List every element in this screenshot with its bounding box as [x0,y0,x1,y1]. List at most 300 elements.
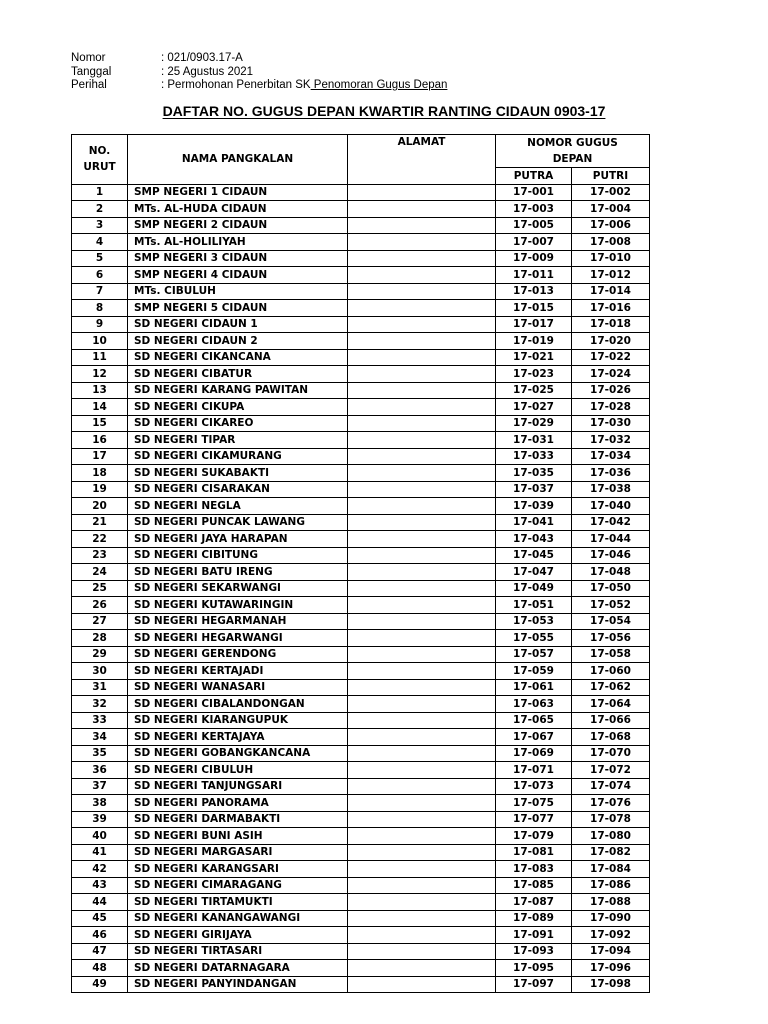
row-putri-number: 17-034 [572,448,650,465]
row-nama-pangkalan: SD NEGERI KARANGSARI [128,861,348,878]
document-title: DAFTAR NO. GUGUS DEPAN KWARTIR RANTING CIDAUN 0903-17 [162,103,606,119]
table-row [72,316,650,333]
row-number: 8 [72,300,128,317]
row-putri-number: 17-068 [572,729,650,746]
table-row [72,547,650,564]
row-putri-number: 17-042 [572,514,650,531]
row-putra-number: 17-071 [496,762,572,779]
row-putra-number: 17-019 [496,333,572,350]
row-putri-number: 17-054 [572,613,650,630]
row-putra-number: 17-045 [496,547,572,564]
row-putra-number: 17-067 [496,729,572,746]
row-putri-number: 17-036 [572,465,650,482]
row-alamat [348,679,496,696]
table-row [72,597,650,614]
row-nama-pangkalan: SD NEGERI KUTAWARINGIN [128,597,348,614]
row-putra-number: 17-047 [496,564,572,581]
row-putra-number: 17-055 [496,630,572,647]
row-putra-number: 17-029 [496,415,572,432]
table-row [72,382,650,399]
row-putri-number: 17-010 [572,250,650,267]
table-row [72,894,650,911]
row-putri-number: 17-092 [572,927,650,944]
row-alamat [348,927,496,944]
row-nama-pangkalan: SMP NEGERI 1 CIDAUN [128,184,348,201]
row-alamat [348,432,496,449]
row-putra-number: 17-069 [496,745,572,762]
row-number: 37 [72,778,128,795]
table-row [72,481,650,498]
table-row [72,976,650,993]
row-putri-number: 17-070 [572,745,650,762]
table-row [72,580,650,597]
row-nama-pangkalan: SD NEGERI CISARAKAN [128,481,348,498]
row-alamat [348,844,496,861]
col-header-alamat: ALAMAT [348,135,496,185]
row-putra-number: 17-023 [496,366,572,383]
table-row [72,630,650,647]
row-putri-number: 17-004 [572,201,650,218]
row-putra-number: 17-065 [496,712,572,729]
row-alamat [348,729,496,746]
table-row [72,960,650,977]
row-nama-pangkalan: SD NEGERI CIMARAGANG [128,877,348,894]
table-row [72,828,650,845]
row-putra-number: 17-017 [496,316,572,333]
row-putra-number: 17-073 [496,778,572,795]
row-alamat [348,630,496,647]
table-row [72,762,650,779]
row-alamat [348,366,496,383]
table-row [72,415,650,432]
col-header-no [72,135,128,185]
row-putra-number: 17-061 [496,679,572,696]
row-number: 28 [72,630,128,647]
row-putri-number: 17-074 [572,778,650,795]
row-alamat [348,580,496,597]
row-alamat [348,778,496,795]
row-alamat [348,762,496,779]
row-nama-pangkalan: SD NEGERI PANYINDANGAN [128,976,348,993]
table-row [72,564,650,581]
col-header-nomor-line2: DEPAN [552,153,593,165]
row-alamat [348,696,496,713]
table-row [72,613,650,630]
row-putra-number: 17-051 [496,597,572,614]
row-nama-pangkalan: SD NEGERI KERTAJADI [128,663,348,680]
row-alamat [348,333,496,350]
row-number: 5 [72,250,128,267]
row-alamat [348,861,496,878]
row-alamat [348,547,496,564]
row-alamat [348,712,496,729]
row-alamat [348,828,496,845]
row-number: 22 [72,531,128,548]
row-number: 42 [72,861,128,878]
row-number: 36 [72,762,128,779]
row-putri-number: 17-022 [572,349,650,366]
row-nama-pangkalan: SD NEGERI SUKABAKTI [128,465,348,482]
row-nama-pangkalan: SD NEGERI KARANG PAWITAN [128,382,348,399]
row-number: 2 [72,201,128,218]
row-number: 44 [72,894,128,911]
table-row [72,910,650,927]
row-putra-number: 17-063 [496,696,572,713]
row-putri-number: 17-098 [572,976,650,993]
row-putra-number: 17-021 [496,349,572,366]
row-nama-pangkalan: SD NEGERI CIBITUNG [128,547,348,564]
row-putri-number: 17-032 [572,432,650,449]
row-putra-number: 17-057 [496,646,572,663]
row-nama-pangkalan: SD NEGERI GIRIJAYA [128,927,348,944]
row-nama-pangkalan: SD NEGERI KIARANGUPUK [128,712,348,729]
row-number: 14 [72,399,128,416]
row-alamat [348,465,496,482]
row-nama-pangkalan: SD NEGERI DARMABAKTI [128,811,348,828]
row-number: 49 [72,976,128,993]
table-header [72,135,650,185]
row-alamat [348,564,496,581]
row-number: 48 [72,960,128,977]
row-putri-number: 17-006 [572,217,650,234]
row-alamat [348,201,496,218]
table-row [72,712,650,729]
row-nama-pangkalan: SMP NEGERI 5 CIDAUN [128,300,348,317]
row-number: 11 [72,349,128,366]
row-putra-number: 17-013 [496,283,572,300]
table-row [72,267,650,284]
row-alamat [348,894,496,911]
perihal-label: Perihal [71,79,107,91]
row-putri-number: 17-044 [572,531,650,548]
row-number: 24 [72,564,128,581]
row-putra-number: 17-027 [496,399,572,416]
row-putri-number: 17-046 [572,547,650,564]
row-alamat [348,316,496,333]
row-putra-number: 17-049 [496,580,572,597]
row-alamat [348,283,496,300]
row-number: 18 [72,465,128,482]
row-putra-number: 17-081 [496,844,572,861]
row-putra-number: 17-009 [496,250,572,267]
row-putra-number: 17-095 [496,960,572,977]
row-nama-pangkalan: SD NEGERI CIDAUN 1 [128,316,348,333]
table-row [72,514,650,531]
row-alamat [348,415,496,432]
row-putra-number: 17-053 [496,613,572,630]
row-number: 20 [72,498,128,515]
row-alamat [348,613,496,630]
row-putri-number: 17-026 [572,382,650,399]
row-alamat [348,976,496,993]
row-alamat [348,399,496,416]
row-putri-number: 17-040 [572,498,650,515]
row-putri-number: 17-076 [572,795,650,812]
row-nama-pangkalan: SD NEGERI CIKAREO [128,415,348,432]
perihal-prefix: : Permohonan Penerbitan SK [161,79,311,91]
row-number: 26 [72,597,128,614]
table-row [72,696,650,713]
row-putra-number: 17-037 [496,481,572,498]
table-row [72,663,650,680]
row-nama-pangkalan: SD NEGERI GOBANGKANCANA [128,745,348,762]
tanggal-row [71,66,447,80]
table-row [72,399,650,416]
row-nama-pangkalan: SD NEGERI KERTAJAYA [128,729,348,746]
col-header-putra: PUTRA [496,168,572,185]
row-number: 30 [72,663,128,680]
row-number: 7 [72,283,128,300]
row-alamat [348,250,496,267]
row-putra-number: 17-093 [496,943,572,960]
col-header-putri: PUTRI [572,168,650,185]
row-nama-pangkalan: SD NEGERI KANANGAWANGI [128,910,348,927]
row-nama-pangkalan: SMP NEGERI 3 CIDAUN [128,250,348,267]
table-row [72,877,650,894]
row-alamat [348,267,496,284]
table-row [72,679,650,696]
row-putri-number: 17-020 [572,333,650,350]
row-alamat [348,910,496,927]
table-row [72,861,650,878]
table-row [72,250,650,267]
row-putra-number: 17-077 [496,811,572,828]
row-putra-number: 17-091 [496,927,572,944]
row-putra-number: 17-075 [496,795,572,812]
row-number: 33 [72,712,128,729]
col-header-nomor-line1: NOMOR GUGUS [527,137,618,149]
table-body [72,184,650,993]
row-putra-number: 17-089 [496,910,572,927]
row-number: 38 [72,795,128,812]
row-number: 6 [72,267,128,284]
row-nama-pangkalan: SD NEGERI PANORAMA [128,795,348,812]
gugus-depan-table [71,134,650,993]
row-putri-number: 17-094 [572,943,650,960]
row-number: 23 [72,547,128,564]
row-number: 35 [72,745,128,762]
table-row [72,811,650,828]
row-putri-number: 17-056 [572,630,650,647]
row-number: 4 [72,234,128,251]
row-putra-number: 17-041 [496,514,572,531]
row-alamat [348,184,496,201]
table-row [72,795,650,812]
row-putri-number: 17-078 [572,811,650,828]
row-number: 32 [72,696,128,713]
row-alamat [348,382,496,399]
row-alamat [348,514,496,531]
row-putri-number: 17-062 [572,679,650,696]
row-nama-pangkalan: SD NEGERI CIKAMURANG [128,448,348,465]
row-putra-number: 17-011 [496,267,572,284]
nomor-value: : 021/0903.17-A [161,52,243,64]
row-number: 40 [72,828,128,845]
row-putri-number: 17-038 [572,481,650,498]
row-putri-number: 17-024 [572,366,650,383]
row-nama-pangkalan: SD NEGERI TIRTAMUKTI [128,894,348,911]
row-putra-number: 17-001 [496,184,572,201]
row-putra-number: 17-079 [496,828,572,845]
row-nama-pangkalan: MTs. AL-HUDA CIDAUN [128,201,348,218]
col-header-no-line2: URUT [83,161,116,174]
row-putri-number: 17-086 [572,877,650,894]
row-putri-number: 17-016 [572,300,650,317]
row-putra-number: 17-031 [496,432,572,449]
row-nama-pangkalan: SD NEGERI HEGARMANAH [128,613,348,630]
table-row [72,448,650,465]
row-nama-pangkalan: SD NEGERI CIKUPA [128,399,348,416]
row-nama-pangkalan: SD NEGERI NEGLA [128,498,348,515]
row-putra-number: 17-043 [496,531,572,548]
row-number: 25 [72,580,128,597]
row-nama-pangkalan: SD NEGERI MARGASARI [128,844,348,861]
row-putra-number: 17-085 [496,877,572,894]
row-putri-number: 17-066 [572,712,650,729]
row-number: 16 [72,432,128,449]
row-alamat [348,597,496,614]
row-nama-pangkalan: SD NEGERI DATARNAGARA [128,960,348,977]
row-putra-number: 17-005 [496,217,572,234]
row-putri-number: 17-088 [572,894,650,911]
col-header-nama: NAMA PANGKALAN [128,135,348,185]
letter-header [71,52,447,93]
table-row [72,844,650,861]
table-row [72,432,650,449]
row-nama-pangkalan: SMP NEGERI 2 CIDAUN [128,217,348,234]
row-alamat [348,646,496,663]
row-number: 15 [72,415,128,432]
table-row [72,333,650,350]
table-row [72,729,650,746]
row-putri-number: 17-058 [572,646,650,663]
row-number: 1 [72,184,128,201]
row-putri-number: 17-082 [572,844,650,861]
row-alamat [348,498,496,515]
row-putri-number: 17-028 [572,399,650,416]
tanggal-value: : 25 Agustus 2021 [161,65,254,78]
row-nama-pangkalan: SD NEGERI SEKARWANGI [128,580,348,597]
perihal-underlined: Penomoran Gugus Depan [310,79,448,91]
row-number: 46 [72,927,128,944]
row-putra-number: 17-087 [496,894,572,911]
row-number: 47 [72,943,128,960]
table-row [72,778,650,795]
row-number: 17 [72,448,128,465]
row-number: 21 [72,514,128,531]
row-alamat [348,448,496,465]
row-number: 41 [72,844,128,861]
row-alamat [348,217,496,234]
col-header-nomor [496,135,650,168]
row-number: 27 [72,613,128,630]
row-number: 13 [72,382,128,399]
row-nama-pangkalan: SD NEGERI WANASARI [128,679,348,696]
row-putra-number: 17-059 [496,663,572,680]
row-nama-pangkalan: SD NEGERI BUNI ASIH [128,828,348,845]
table-row [72,943,650,960]
row-putri-number: 17-002 [572,184,650,201]
row-nama-pangkalan: SD NEGERI TIRTASARI [128,943,348,960]
row-alamat [348,300,496,317]
row-alamat [348,663,496,680]
table-row [72,498,650,515]
row-alamat [348,531,496,548]
row-nama-pangkalan: SD NEGERI CIDAUN 2 [128,333,348,350]
row-nama-pangkalan: MTs. CIBULUH [128,283,348,300]
row-putri-number: 17-084 [572,861,650,878]
table-row [72,184,650,201]
table-row [72,465,650,482]
row-alamat [348,877,496,894]
row-nama-pangkalan: SD NEGERI CIBATUR [128,366,348,383]
row-nama-pangkalan: SD NEGERI PUNCAK LAWANG [128,514,348,531]
row-alamat [348,234,496,251]
row-putri-number: 17-080 [572,828,650,845]
row-putri-number: 17-050 [572,580,650,597]
table-row [72,927,650,944]
row-number: 19 [72,481,128,498]
row-putra-number: 17-015 [496,300,572,317]
row-putra-number: 17-083 [496,861,572,878]
row-nama-pangkalan: SD NEGERI CIKANCANA [128,349,348,366]
row-putra-number: 17-033 [496,448,572,465]
table-row [72,234,650,251]
nomor-label: Nomor [71,52,106,64]
row-alamat [348,795,496,812]
table-row [72,366,650,383]
table-row [72,217,650,234]
row-putra-number: 17-035 [496,465,572,482]
row-nama-pangkalan: SD NEGERI JAYA HARAPAN [128,531,348,548]
row-putri-number: 17-012 [572,267,650,284]
row-putra-number: 17-003 [496,201,572,218]
col-header-no-line1: NO. [88,145,111,158]
row-alamat [348,745,496,762]
row-nama-pangkalan: SD NEGERI GERENDONG [128,646,348,663]
row-nama-pangkalan: SD NEGERI BATU IRENG [128,564,348,581]
nomor-row [71,52,447,66]
table-row [72,646,650,663]
row-putri-number: 17-052 [572,597,650,614]
row-putra-number: 17-039 [496,498,572,515]
row-alamat [348,481,496,498]
row-nama-pangkalan: SD NEGERI TIPAR [128,432,348,449]
row-putri-number: 17-072 [572,762,650,779]
table-row [72,349,650,366]
row-nama-pangkalan: SD NEGERI TANJUNGSARI [128,778,348,795]
row-number: 12 [72,366,128,383]
row-alamat [348,960,496,977]
row-number: 34 [72,729,128,746]
row-number: 43 [72,877,128,894]
row-number: 39 [72,811,128,828]
row-number: 45 [72,910,128,927]
row-putri-number: 17-018 [572,316,650,333]
row-putri-number: 17-096 [572,960,650,977]
row-putri-number: 17-014 [572,283,650,300]
row-putri-number: 17-090 [572,910,650,927]
table-row [72,300,650,317]
perihal-row [71,79,447,93]
table-row [72,201,650,218]
row-nama-pangkalan: SD NEGERI HEGARWANGI [128,630,348,647]
row-alamat [348,349,496,366]
row-number: 9 [72,316,128,333]
table-row [72,745,650,762]
row-nama-pangkalan: SD NEGERI CIBULUH [128,762,348,779]
row-alamat [348,943,496,960]
